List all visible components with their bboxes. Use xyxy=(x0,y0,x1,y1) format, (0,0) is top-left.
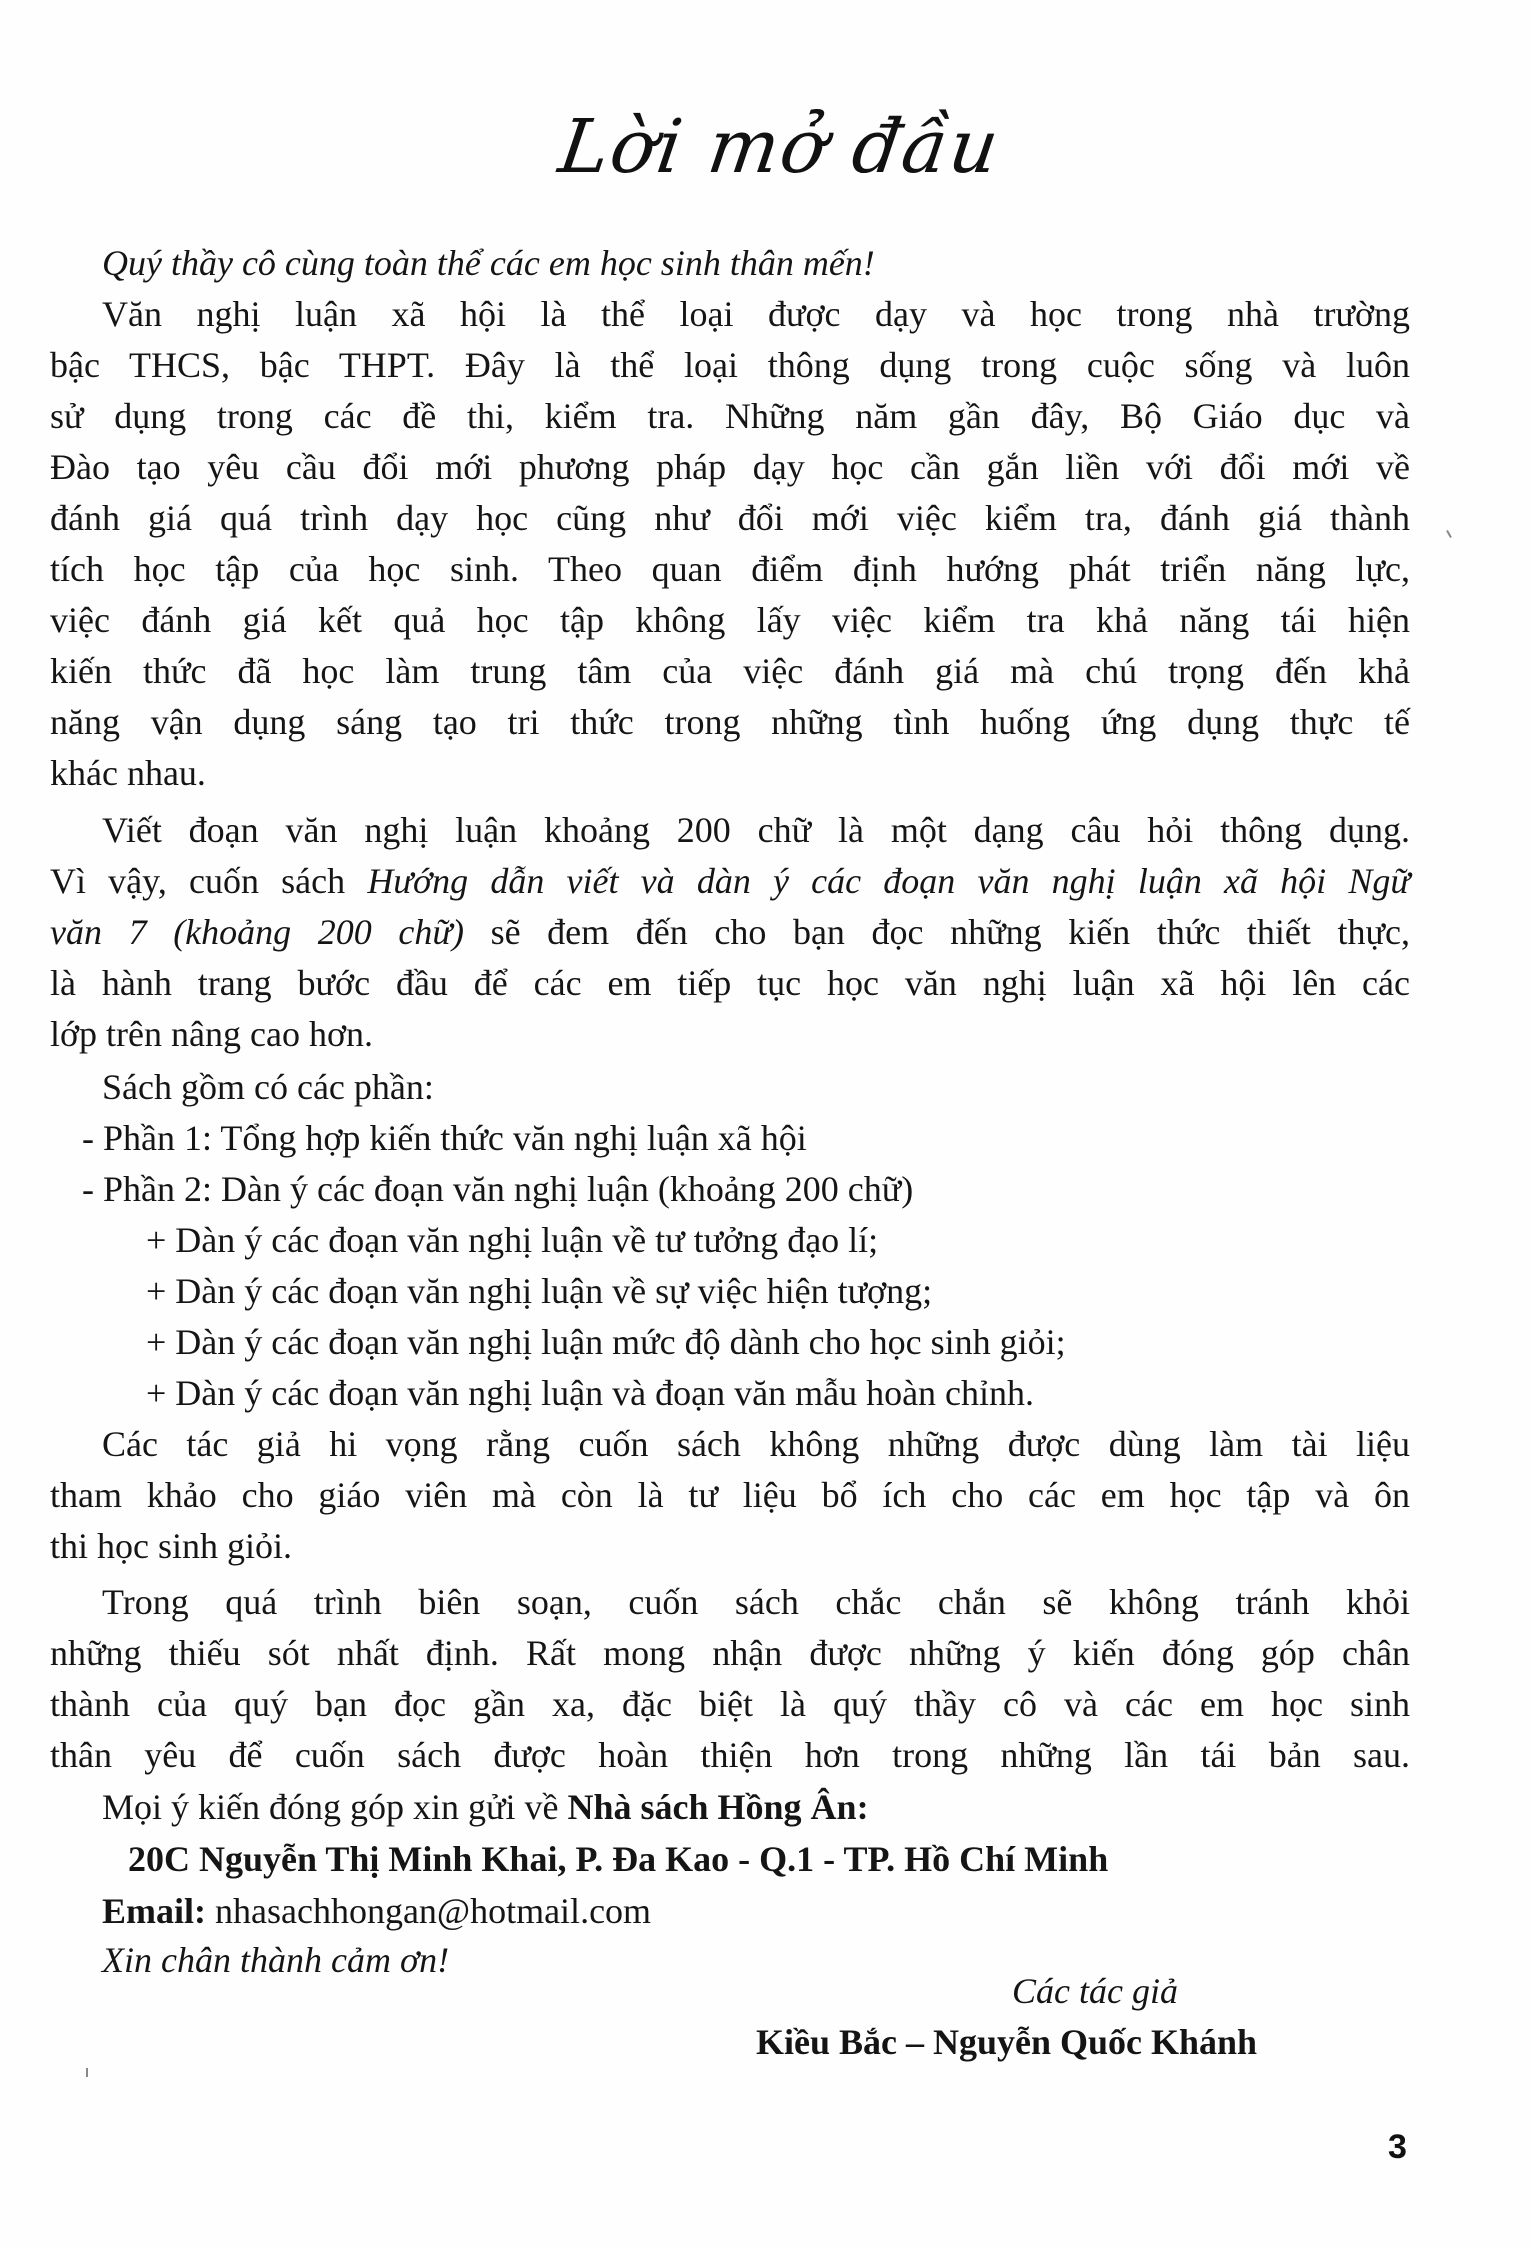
text-line xyxy=(50,856,1410,906)
text-span: Vì vậy, cuốn sách xyxy=(50,861,368,901)
page-title: Lời mở đầu xyxy=(553,104,1006,190)
contact-intro-line xyxy=(102,1782,1410,1832)
closing-thanks: Xin chân thành cảm ơn! xyxy=(102,1940,450,1980)
text-line: là hành trang bước đầu để các em tiếp tục học văn nghị luận xã hội lên các xyxy=(50,963,1410,1003)
text-line: Viết đoạn văn nghị luận khoảng 200 chữ là một dạng câu hỏi thông dụng. xyxy=(102,810,1410,850)
text-line: sử dụng trong các đề thi, kiểm tra. Những năm gần đây, Bộ Giáo dục và xyxy=(50,396,1410,436)
scan-speck xyxy=(1446,530,1452,538)
email-address[interactable]: nhasachhongan@hotmail.com xyxy=(206,1891,652,1931)
page-number: 3 xyxy=(1388,2128,1407,2166)
text-line: bậc THCS, bậc THPT. Đây là thể loại thông dụng trong cuộc sống và luôn xyxy=(50,345,1410,385)
text-line: thành của quý bạn đọc gần xa, đặc biệt là quý thầy cô và các em học sinh xyxy=(50,1684,1410,1724)
contents-subpart: + Dàn ý các đoạn văn nghị luận mức độ dành cho học sinh giỏi; xyxy=(146,1322,1066,1362)
publisher-name: Nhà sách Hồng Ân: xyxy=(567,1787,869,1827)
text-line: tích học tập của học sinh. Theo quan điểm định hướng phát triển năng lực, xyxy=(50,549,1410,589)
text-line: lớp trên nâng cao hơn. xyxy=(50,1014,373,1054)
scan-speck xyxy=(86,2068,88,2077)
contact-intro: Mọi ý kiến đóng góp xin gửi về xyxy=(102,1787,568,1827)
contents-subpart: + Dàn ý các đoạn văn nghị luận về sự việc hiện tượng; xyxy=(146,1271,933,1311)
text-line: Trong quá trình biên soạn, cuốn sách chắc chắn sẽ không tránh khỏi xyxy=(102,1582,1410,1622)
signature-names: Kiều Bắc – Nguyễn Quốc Khánh xyxy=(756,2022,1258,2062)
book-title-part1: Hướng dẫn viết và dàn ý các đoạn văn nghị luận xã hội Ngữ xyxy=(367,861,1410,901)
text-line xyxy=(50,907,1410,957)
contents-part: - Phần 1: Tổng hợp kiến thức văn nghị luận xã hội xyxy=(82,1118,807,1158)
text-line: những thiếu sót nhất định. Rất mong nhận được những ý kiến đóng góp chân xyxy=(50,1633,1410,1673)
contents-subpart: + Dàn ý các đoạn văn nghị luận và đoạn văn mẫu hoàn chỉnh. xyxy=(146,1373,1035,1413)
contents-subpart: + Dàn ý các đoạn văn nghị luận về tư tưởng đạo lí; xyxy=(146,1220,879,1260)
email-label: Email: xyxy=(102,1891,206,1931)
email-line xyxy=(102,1886,1410,1936)
text-line: đánh giá quá trình dạy học cũng như đổi mới việc kiểm tra, đánh giá thành xyxy=(50,498,1410,538)
text-line: Đào tạo yêu cầu đổi mới phương pháp dạy học cần gắn liền với đổi mới về xyxy=(50,447,1410,487)
text-line: năng vận dụng sáng tạo tri thức trong những tình huống ứng dụng thực tế xyxy=(50,702,1410,742)
publisher-address: 20C Nguyễn Thị Minh Khai, P. Đa Kao - Q.1 - TP. Hồ Chí Minh xyxy=(128,1839,1109,1879)
contents-intro: Sách gồm có các phần: xyxy=(102,1067,434,1107)
book-title-part2: văn 7 (khoảng 200 chữ) xyxy=(50,912,464,952)
signature-role: Các tác giả xyxy=(1012,1971,1178,2011)
text-line: Các tác giả hi vọng rằng cuốn sách không những được dùng làm tài liệu xyxy=(102,1424,1410,1464)
text-line: việc đánh giá kết quả học tập không lấy việc kiểm tra khả năng tái hiện xyxy=(50,600,1410,640)
text-line: thân yêu để cuốn sách được hoàn thiện hơn trong những lần tái bản sau. xyxy=(50,1735,1410,1775)
text-span: sẽ đem đến cho bạn đọc những kiến thức thiết thực, xyxy=(463,912,1411,952)
text-line: tham khảo cho giáo viên mà còn là tư liệu bổ ích cho các em học tập và ôn xyxy=(50,1475,1410,1515)
text-line: Văn nghị luận xã hội là thể loại được dạy và học trong nhà trường xyxy=(102,294,1410,334)
greeting: Quý thầy cô cùng toàn thể các em học sinh thân mến! xyxy=(102,243,875,283)
contents-part: - Phần 2: Dàn ý các đoạn văn nghị luận (khoảng 200 chữ) xyxy=(82,1169,914,1209)
text-line: kiến thức đã học làm trung tâm của việc đánh giá mà chú trọng đến khả xyxy=(50,651,1410,691)
text-line: khác nhau. xyxy=(50,753,206,793)
text-line: thi học sinh giỏi. xyxy=(50,1526,292,1566)
